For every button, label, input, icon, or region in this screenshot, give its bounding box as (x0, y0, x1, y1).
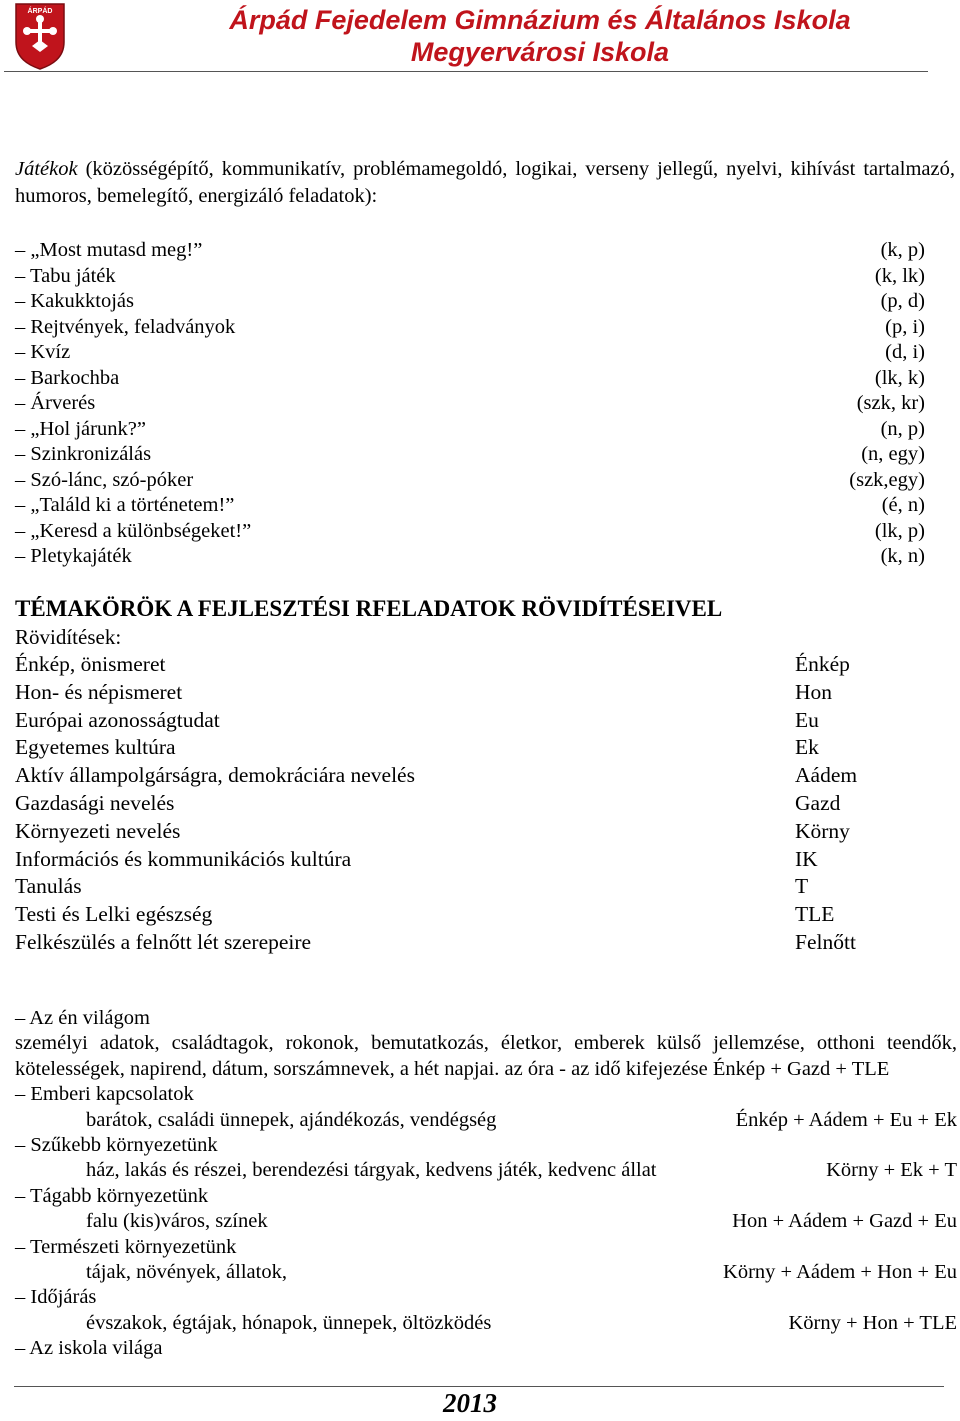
topic-description: személyi adatok, családtagok, rokonok, bemutatkozás, életkor, emberek külső jellemzése, otthoni teendők, kötelességek, napirend, dátum, sorszámnevek, a hét napjai. az óra - az idő kifejezése Énkép + Gazd + TLE (15, 1032, 957, 1080)
school-title (140, 4, 940, 68)
theme-name: Európai azonosságtudat (15, 707, 220, 732)
game-name: – „Találd ki a történetem!” (15, 494, 235, 516)
topic-title: – Emberi kapcsolatok (15, 1083, 194, 1106)
footer-year: 2013 (443, 1388, 497, 1418)
games-intro-text: (közösségépítő, kommunikatív, problémamegoldó, logikai, verseny jellegű, nyelvi, kihívást tartalmazó, humoros, bemelegítő, energizáló feladatok): (15, 158, 955, 207)
theme-name: Környezeti nevelés (15, 818, 181, 843)
school-title-line1: Árpád Fejedelem Gimnázium és Általános Iskola (229, 5, 851, 35)
topic-detail: ház, lakás és részei, berendezési tárgyak, kedvens játék, kedvenc állat (86, 1159, 657, 1182)
topic-codes: Körny + Aádem + Hon + Eu (723, 1260, 957, 1283)
game-name: – Tabu játék (15, 264, 116, 287)
list-item (15, 901, 915, 929)
list-item (15, 519, 925, 545)
theme-abbreviation: Körny (795, 818, 850, 843)
theme-abbreviation: Ek (795, 735, 819, 760)
abbreviations-label: Rövidítések: (15, 625, 122, 649)
game-code: (p, i) (885, 315, 925, 338)
list-item (15, 651, 915, 679)
game-name: – Pletykajáték (15, 545, 132, 567)
school-title-line2: Megyervárosi Iskola (410, 37, 670, 67)
topic-title: – Az én világom (15, 1007, 150, 1029)
list-item (15, 846, 915, 874)
theme-name: Egyetemes kultúra (15, 735, 176, 760)
list-item (15, 818, 915, 846)
list-item (15, 315, 925, 341)
list-item (15, 762, 915, 790)
game-code: (d, i) (885, 341, 925, 363)
game-code: (k, p) (880, 239, 925, 261)
theme-name: Énkép, önismeret (15, 652, 166, 676)
topic-codes: Körny + Hon + TLE (788, 1311, 957, 1334)
theme-abbreviation: Felnőtt (795, 929, 856, 954)
topic-title: – Az iskola világa (15, 1337, 163, 1360)
theme-name: Testi és Lelki egészség (15, 902, 213, 927)
game-code: (lk, k) (874, 366, 925, 389)
list-item (15, 238, 925, 264)
topic-title: – Tágabb környezetünk (15, 1184, 209, 1207)
topic-detail-row (15, 1209, 957, 1234)
theme-abbreviation: Eu (795, 707, 819, 732)
topic-detail: barátok, családi ünnepek, ajándékozás, vendégség (86, 1108, 497, 1131)
list-item (15, 264, 925, 290)
game-code: (szk, kr) (856, 392, 925, 414)
topic-detail-row (15, 1260, 957, 1285)
topic-codes: Hon + Aádem + Gazd + Eu (732, 1210, 957, 1233)
theme-abbreviation: TLE (795, 902, 835, 927)
game-code: (p, d) (880, 290, 925, 312)
topic-detail-row (15, 1158, 957, 1183)
game-name: – „Most mutasd meg!” (15, 239, 203, 261)
page-header (0, 0, 960, 74)
theme-abbreviation: IK (795, 846, 818, 871)
game-name: – Árverés (15, 392, 96, 414)
topic-title: – Időjárás (15, 1286, 97, 1309)
list-item (15, 417, 925, 443)
list-item (15, 929, 915, 957)
themes-list (15, 651, 915, 957)
game-name: – Kvíz (15, 341, 71, 363)
topic-codes: Énkép + Aádem + Eu + Ek (735, 1108, 957, 1131)
list-item (15, 873, 915, 901)
topics-section (15, 1006, 957, 1362)
list-item (15, 493, 925, 519)
game-code: (n, p) (880, 417, 925, 440)
list-item (15, 468, 925, 494)
game-name: – „Keresd a különbségeket!” (15, 519, 252, 542)
list-item (15, 679, 915, 707)
game-name: – Rejtvények, feladványok (15, 315, 236, 338)
theme-abbreviation: T (795, 874, 809, 899)
list-item (15, 790, 915, 818)
topic-detail: falu (kis)város, színek (86, 1210, 268, 1233)
game-name: – Barkochba (15, 366, 120, 389)
list-item (15, 391, 925, 417)
theme-name: Tanulás (15, 874, 82, 899)
themes-heading: TÉMAKÖRÖK A FEJLESZTÉSI RFELADATOK RÖVIDÍTÉSEIVEL (15, 596, 723, 621)
topic-detail-row (15, 1311, 957, 1336)
theme-abbreviation: Aádem (795, 763, 858, 788)
list-item (15, 340, 925, 366)
theme-name: Hon- és népismeret (15, 679, 183, 704)
list-item (15, 544, 925, 570)
game-code: (lk, p) (874, 519, 925, 542)
theme-name: Információs és kommunikációs kultúra (15, 846, 352, 871)
games-list (15, 238, 925, 570)
game-code: (szk,egy) (849, 468, 925, 491)
game-code: (n, egy) (861, 443, 925, 465)
game-name: – Kakukktojás (15, 290, 134, 312)
games-intro (15, 156, 955, 210)
theme-abbreviation: Gazd (795, 790, 841, 815)
topic-detail-row (15, 1108, 957, 1133)
game-name: – Szinkronizálás (15, 443, 152, 465)
crest-text: ÁRPÁD (27, 8, 53, 15)
list-item (15, 707, 915, 735)
list-item (15, 366, 925, 392)
topic-codes: Körny + Ek + T (826, 1159, 957, 1182)
list-item (15, 734, 915, 762)
theme-name: Gazdasági nevelés (15, 790, 175, 815)
game-name: – „Hol járunk?” (15, 417, 146, 440)
theme-abbreviation: Énkép (795, 652, 850, 676)
topic-detail: tájak, növények, állatok, (86, 1260, 287, 1283)
topic-title: – Természeti környezetünk (15, 1235, 237, 1258)
theme-name: Felkészülés a felnőtt lét szerepeire (15, 929, 312, 954)
topic-title: – Szűkebb környezetünk (15, 1133, 218, 1156)
games-intro-label: Játékok (15, 158, 78, 180)
topic-detail: évszakok, égtájak, hónapok, ünnepek, öltözködés (86, 1311, 492, 1334)
theme-name: Aktív állampolgárságra, demokráciára nevelés (15, 763, 415, 788)
list-item (15, 289, 925, 315)
game-code: (k, n) (880, 545, 925, 567)
header-divider (4, 71, 928, 72)
theme-abbreviation: Hon (795, 679, 833, 704)
school-crest-icon (14, 2, 66, 70)
list-item (15, 442, 925, 468)
game-code: (k, lk) (874, 264, 925, 287)
game-name: – Szó-lánc, szó-póker (15, 468, 194, 491)
game-code: (é, n) (881, 494, 925, 516)
